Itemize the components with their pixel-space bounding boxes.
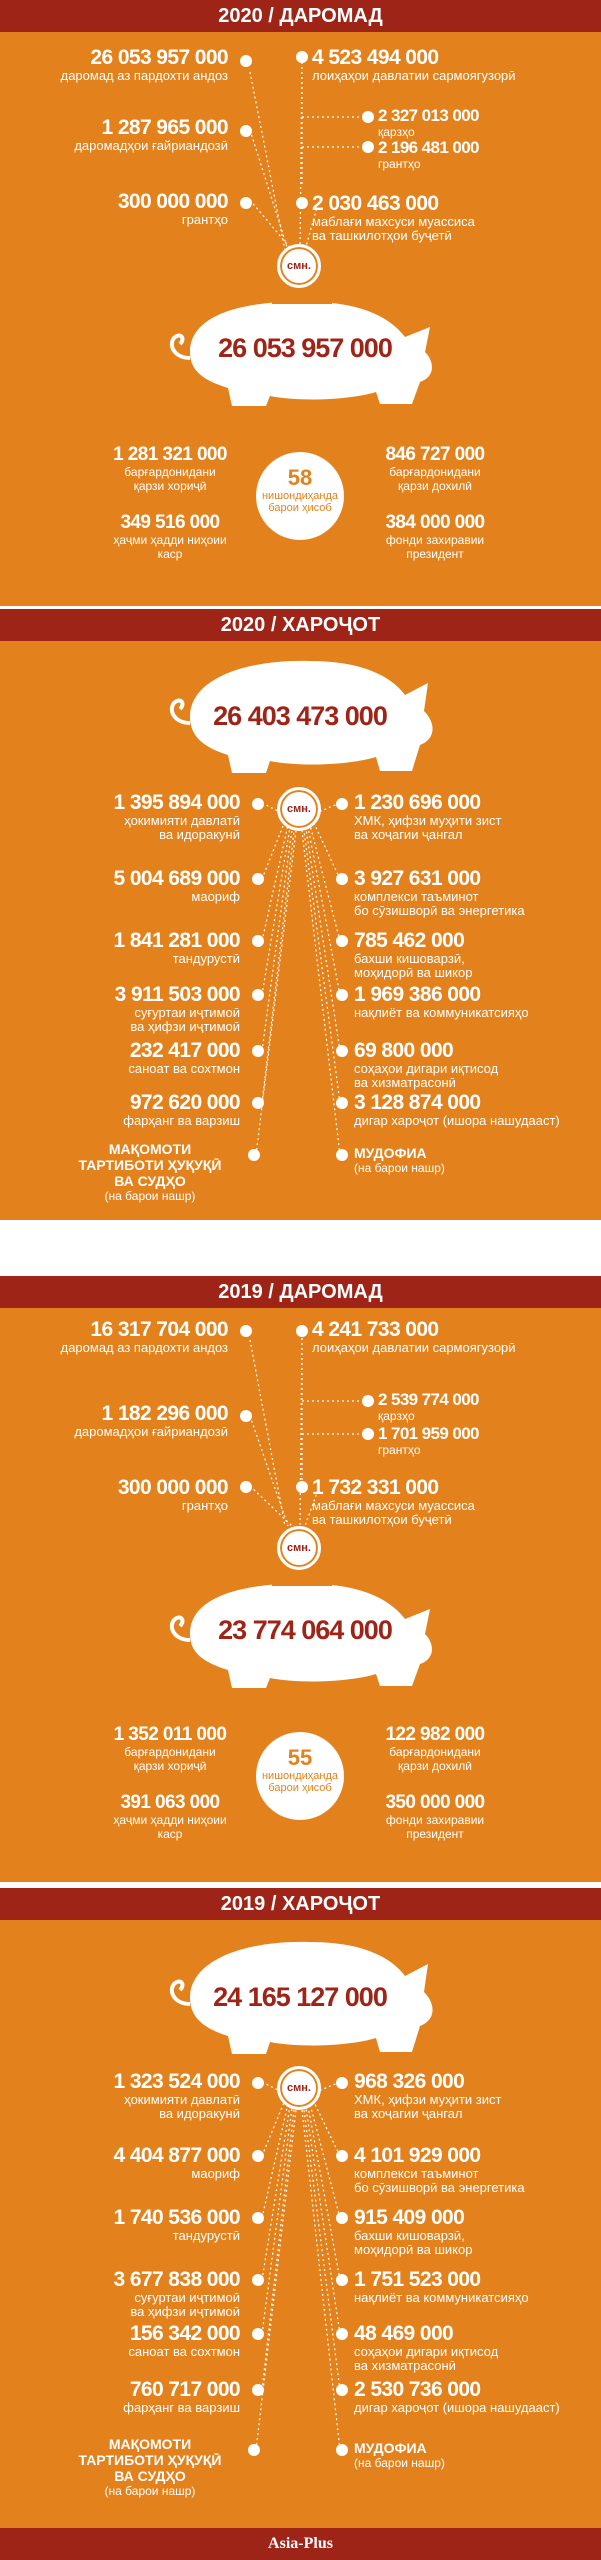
indicator-label: нишондиҳанда барои ҳисоб [261, 490, 339, 514]
value: 1 751 523 000 [354, 2268, 481, 2291]
bullet-dot [240, 55, 252, 67]
value: 1 732 331 000 [312, 1476, 439, 1499]
label: комплекси таъминот бо сӯзишворӣ ва энергетика [354, 2166, 525, 2195]
label: МУДОФИА [354, 1145, 427, 1161]
bullet-dot [296, 197, 308, 209]
value: 5 004 689 000 [113, 867, 240, 890]
value: 1 182 296 000 [101, 1402, 228, 1425]
value: 48 469 000 [354, 2322, 454, 2345]
exp2019-right-item-5 [354, 2322, 599, 2373]
bullet-dot [252, 1097, 264, 1109]
value: 2 327 013 000 [378, 106, 479, 125]
exp2020-left-item-1 [0, 791, 240, 842]
value: 846 727 000 [385, 444, 485, 465]
label: ХМК, ҳифзи муҳити зист ва хоҷагии ҷангал [354, 813, 502, 842]
exp2019-right-item-1 [354, 2070, 599, 2121]
label: қарзҳо [378, 125, 415, 139]
exp2019-left-item-3 [0, 2206, 240, 2243]
value: 156 342 000 [129, 2322, 240, 2345]
coin-icon: смн. [277, 2066, 321, 2110]
bullet-dot [336, 2150, 348, 2162]
value: 3 677 838 000 [113, 2268, 240, 2291]
rev2019-right-item-1 [312, 1318, 592, 1355]
label: даромадҳои ғайриандозӣ [74, 1424, 228, 1439]
value: 785 462 000 [354, 929, 465, 952]
value: 349 516 000 [120, 512, 220, 533]
value: 122 982 000 [385, 1724, 485, 1745]
bullet-dot [252, 2384, 264, 2396]
value: 968 326 000 [354, 2070, 465, 2093]
rev2020-bottom-left-2 [60, 512, 280, 561]
rev2020-right-item-3 [378, 138, 578, 171]
coin-icon: смн. [277, 787, 321, 831]
label: тандурустӣ [172, 2228, 240, 2243]
label: ҳокимияти давлатӣ ва идоракунӣ [124, 813, 240, 842]
bullet-dot [336, 1097, 348, 1109]
bullet-dot [296, 1325, 308, 1337]
sub-label: (на барои нашр) [354, 2456, 445, 2470]
bullet-dot [252, 2274, 264, 2286]
exp2020-left-item-3 [0, 929, 240, 966]
label: даромад аз пардохти андоз [60, 1340, 228, 1355]
exp2020-right-item-4 [354, 983, 599, 1020]
exp2019-left-item-4 [0, 2268, 240, 2319]
rev2020-bottom-left-1 [60, 444, 280, 493]
rev2019-right-item-3 [378, 1424, 578, 1457]
bullet-dot [240, 1325, 252, 1337]
label: фонди захиравии президент [385, 533, 485, 561]
expenses-2019-panel [0, 1920, 601, 2528]
sub-label: (на барои нашр) [104, 1189, 196, 1203]
total-amount: 23 774 064 000 [218, 1615, 392, 1645]
label: бахши кишоварзӣ, моҳидорӣ ва шикор [354, 951, 473, 980]
bullet-dot [336, 935, 348, 947]
label: ҳаҷми ҳадди ниҳоии каср [113, 533, 227, 561]
rev2019-left-item-2 [0, 1402, 228, 1439]
value: 1 740 536 000 [113, 2206, 240, 2229]
exp2019-left-item-5 [0, 2322, 240, 2359]
bullet-dot [336, 2444, 348, 2456]
rev2019-right-item-4 [312, 1476, 592, 1527]
label: барғардонидани қарзи хориҷӣ [124, 465, 216, 493]
bullet-dot [362, 1428, 374, 1440]
label: даромадҳои ғайриандозӣ [74, 138, 228, 153]
bullet-dot [252, 935, 264, 947]
label: саноат ва сохтмон [128, 2344, 240, 2359]
rev2019-bottom-right-2 [325, 1792, 545, 1841]
value: 1 701 959 000 [378, 1424, 479, 1443]
bullet-dot [252, 2328, 264, 2340]
value: 4 404 877 000 [113, 2144, 240, 2167]
label: МАҚОМОТИ ТАРТИБОТИ ҲУҚУҚӢ ВА СУДҲО [78, 1141, 222, 1189]
exp2019-right-item-6 [354, 2378, 599, 2415]
value: 350 000 000 [385, 1792, 485, 1813]
label: маориф [191, 889, 240, 904]
rev2019-right-item-2 [378, 1390, 578, 1423]
label: комплекси таъминот бо сӯзишворӣ ва энергетика [354, 889, 525, 918]
section-header-rev2020: 2020 / ДАРОМАД [0, 0, 601, 32]
value: 2 530 736 000 [354, 2378, 481, 2401]
value: 1 281 321 000 [113, 444, 227, 465]
sub-label: (на барои нашр) [104, 2484, 196, 2498]
label: суғуртаи иҷтимоӣ ва ҳифзи иҷтимоӣ [130, 1005, 240, 1034]
exp2019-right-item-4 [354, 2268, 599, 2305]
bullet-dot [362, 141, 374, 153]
bullet-dot [240, 1481, 252, 1493]
exp2019-right-special [354, 2440, 554, 2470]
exp2019-right-item-3 [354, 2206, 599, 2257]
label: МАҚОМОТИ ТАРТИБОТИ ҲУҚУҚӢ ВА СУДҲО [78, 2436, 222, 2484]
bullet-dot [336, 798, 348, 810]
value: 1 841 281 000 [113, 929, 240, 952]
bullet-dot [336, 873, 348, 885]
total-amount: 24 165 127 000 [213, 1982, 387, 2012]
rev2019-bottom-left-2 [60, 1792, 280, 1841]
expenses-2020-panel [0, 641, 601, 1220]
label: МУДОФИА [354, 2440, 427, 2456]
value: 1 323 524 000 [113, 2070, 240, 2093]
exp2020-left-item-2 [0, 867, 240, 904]
bullet-dot [252, 873, 264, 885]
brand-footer: Asia-Plus [0, 2528, 601, 2560]
bullet-dot [362, 1395, 374, 1407]
bullet-dot [240, 1410, 252, 1422]
bullet-dot [252, 989, 264, 1001]
value: 232 417 000 [129, 1039, 240, 1062]
label: нақлиёт ва коммуникатсияҳо [354, 2290, 529, 2305]
label: барғардонидани қарзи хориҷӣ [124, 1745, 216, 1773]
exp2020-right-item-6 [354, 1091, 599, 1128]
label: лоиҳаҳои давлатии сармоягузорӣ [312, 68, 516, 83]
bullet-dot [240, 197, 252, 209]
exp2020-left-item-5 [0, 1039, 240, 1076]
bullet-dot [252, 798, 264, 810]
revenue-2019-panel [0, 1308, 601, 1882]
bullet-dot [336, 989, 348, 1001]
total-amount: 26 053 957 000 [218, 333, 392, 363]
section-header-exp2019: 2019 / ХАРОҶОТ [0, 1888, 601, 1920]
value: 300 000 000 [117, 1476, 228, 1499]
value: 3 927 631 000 [354, 867, 481, 890]
label: ҳаҷми ҳадди ниҳоии каср [113, 1813, 227, 1841]
exp2020-right-item-1 [354, 791, 599, 842]
value: 2 196 481 000 [378, 138, 479, 157]
rev2020-right-item-4 [312, 192, 592, 243]
section-header-exp2020: 2020 / ХАРОҶОТ [0, 609, 601, 641]
label: маблағи махсуси муассиса ва ташкилотҳои буҷетӣ [312, 214, 475, 243]
value: 300 000 000 [117, 190, 228, 213]
rev2020-left-item-1 [0, 46, 228, 83]
value: 1 230 696 000 [354, 791, 481, 814]
indicator-label: нишондиҳанда барои ҳисоб [261, 1770, 339, 1794]
label: қарзҳо [378, 1409, 415, 1423]
sub-label: (на барои нашр) [354, 1161, 445, 1175]
exp2020-left-item-4 [0, 983, 240, 1034]
indicator-count: 55 [287, 1745, 313, 1770]
bullet-dot [240, 125, 252, 137]
value: 391 063 000 [120, 1792, 220, 1813]
coin-icon: смн. [277, 244, 321, 288]
bullet-dot [252, 2212, 264, 2224]
label: грантҳо [378, 157, 421, 171]
value: 2 030 463 000 [312, 192, 439, 215]
exp2020-right-item-2 [354, 867, 599, 918]
label: соҳаҳои дигари иқтисод ва хизматрасонӣ [354, 2344, 499, 2373]
exp2020-left-item-6 [0, 1091, 240, 1128]
bullet-dot [248, 1149, 260, 1161]
exp2020-right-special [354, 1145, 554, 1175]
bullet-dot [336, 2384, 348, 2396]
label: грантҳо [378, 1443, 421, 1457]
bullet-dot [362, 111, 374, 123]
label: бахши кишоварзӣ, моҳидорӣ ва шикор [354, 2228, 473, 2257]
value: 26 053 957 000 [90, 46, 228, 69]
bullet-dot [248, 2444, 260, 2456]
label: маблағи махсуси муассиса ва ташкилотҳои буҷетӣ [312, 1498, 475, 1527]
label: лоиҳаҳои давлатии сармоягузорӣ [312, 1340, 516, 1355]
rev2020-right-item-1 [312, 46, 592, 83]
label: фарҳанг ва варзиш [123, 1113, 240, 1128]
rev2019-left-item-3 [0, 1476, 228, 1513]
label: фонди захиравии президент [385, 1813, 485, 1841]
label: ҳокимияти давлатӣ ва идоракунӣ [124, 2092, 240, 2121]
value: 760 717 000 [129, 2378, 240, 2401]
total-amount: 26 403 473 000 [213, 701, 387, 731]
bullet-dot [296, 51, 308, 63]
label: грантҳо [181, 212, 228, 227]
label: дигар хароҷот (ишора нашудааст) [354, 2400, 560, 2415]
bullet-dot [336, 2328, 348, 2340]
value: 16 317 704 000 [90, 1318, 228, 1341]
bullet-dot [252, 2077, 264, 2089]
indicator-count: 58 [287, 465, 313, 490]
value: 972 620 000 [129, 1091, 240, 1114]
label: даромад аз пардохти андоз [60, 68, 228, 83]
rev2019-left-item-1 [0, 1318, 228, 1355]
value: 915 409 000 [354, 2206, 465, 2229]
rev2019-bottom-left-1 [60, 1724, 280, 1773]
exp2019-left-item-1 [0, 2070, 240, 2121]
label: нақлиёт ва коммуникатсияҳо [354, 1005, 529, 1020]
exp2020-right-item-3 [354, 929, 599, 980]
value: 69 800 000 [354, 1039, 454, 1062]
rev2020-right-item-2 [378, 106, 578, 139]
bullet-dot [336, 2274, 348, 2286]
value: 384 000 000 [385, 512, 485, 533]
rev2020-left-item-3 [0, 190, 228, 227]
rev2020-bottom-right-1 [325, 444, 545, 493]
value: 1 395 894 000 [113, 791, 240, 814]
bullet-dot [336, 2077, 348, 2089]
coin-icon: смн. [277, 1526, 321, 1570]
value: 2 539 774 000 [378, 1390, 479, 1409]
bullet-dot [252, 2150, 264, 2162]
label: саноат ва сохтмон [128, 1061, 240, 1076]
label: фарҳанг ва варзиш [123, 2400, 240, 2415]
value: 4 241 733 000 [312, 1318, 439, 1341]
label: суғуртаи иҷтимоӣ ва ҳифзи иҷтимоӣ [130, 2290, 240, 2319]
label: ХМК, ҳифзи муҳити зист ва хоҷагии ҷангал [354, 2092, 502, 2121]
label: барғардонидани қарзи дохилӣ [389, 1745, 481, 1773]
label: маориф [191, 2166, 240, 2181]
value: 3 128 874 000 [354, 1091, 481, 1114]
bullet-dot [252, 1045, 264, 1057]
label: дигар хароҷот (ишора нашудааст) [354, 1113, 560, 1128]
exp2019-left-item-6 [0, 2378, 240, 2415]
exp2019-right-item-2 [354, 2144, 599, 2195]
exp2020-right-item-5 [354, 1039, 599, 1090]
value: 3 911 503 000 [114, 983, 240, 1006]
rev2019-bottom-right-1 [325, 1724, 545, 1773]
exp2019-left-item-2 [0, 2144, 240, 2181]
bullet-dot [336, 2212, 348, 2224]
label: соҳаҳои дигари иқтисод ва хизматрасонӣ [354, 1061, 499, 1090]
label: тандурустӣ [172, 951, 240, 966]
section-header-rev2019: 2019 / ДАРОМАД [0, 1276, 601, 1308]
value: 1 969 386 000 [354, 983, 481, 1006]
value: 1 352 011 000 [113, 1724, 227, 1745]
rev2020-bottom-right-2 [325, 512, 545, 561]
value: 4 523 494 000 [312, 46, 439, 69]
value: 1 287 965 000 [101, 116, 228, 139]
revenue-2020-panel [0, 32, 601, 606]
bullet-dot [296, 1481, 308, 1493]
bullet-dot [336, 1149, 348, 1161]
label: барғардонидани қарзи дохилӣ [389, 465, 481, 493]
exp2019-left-special [60, 2436, 240, 2498]
label: грантҳо [181, 1498, 228, 1513]
exp2020-left-special [60, 1141, 240, 1203]
bullet-dot [336, 1045, 348, 1057]
rev2020-left-item-2 [0, 116, 228, 153]
value: 4 101 929 000 [354, 2144, 481, 2167]
